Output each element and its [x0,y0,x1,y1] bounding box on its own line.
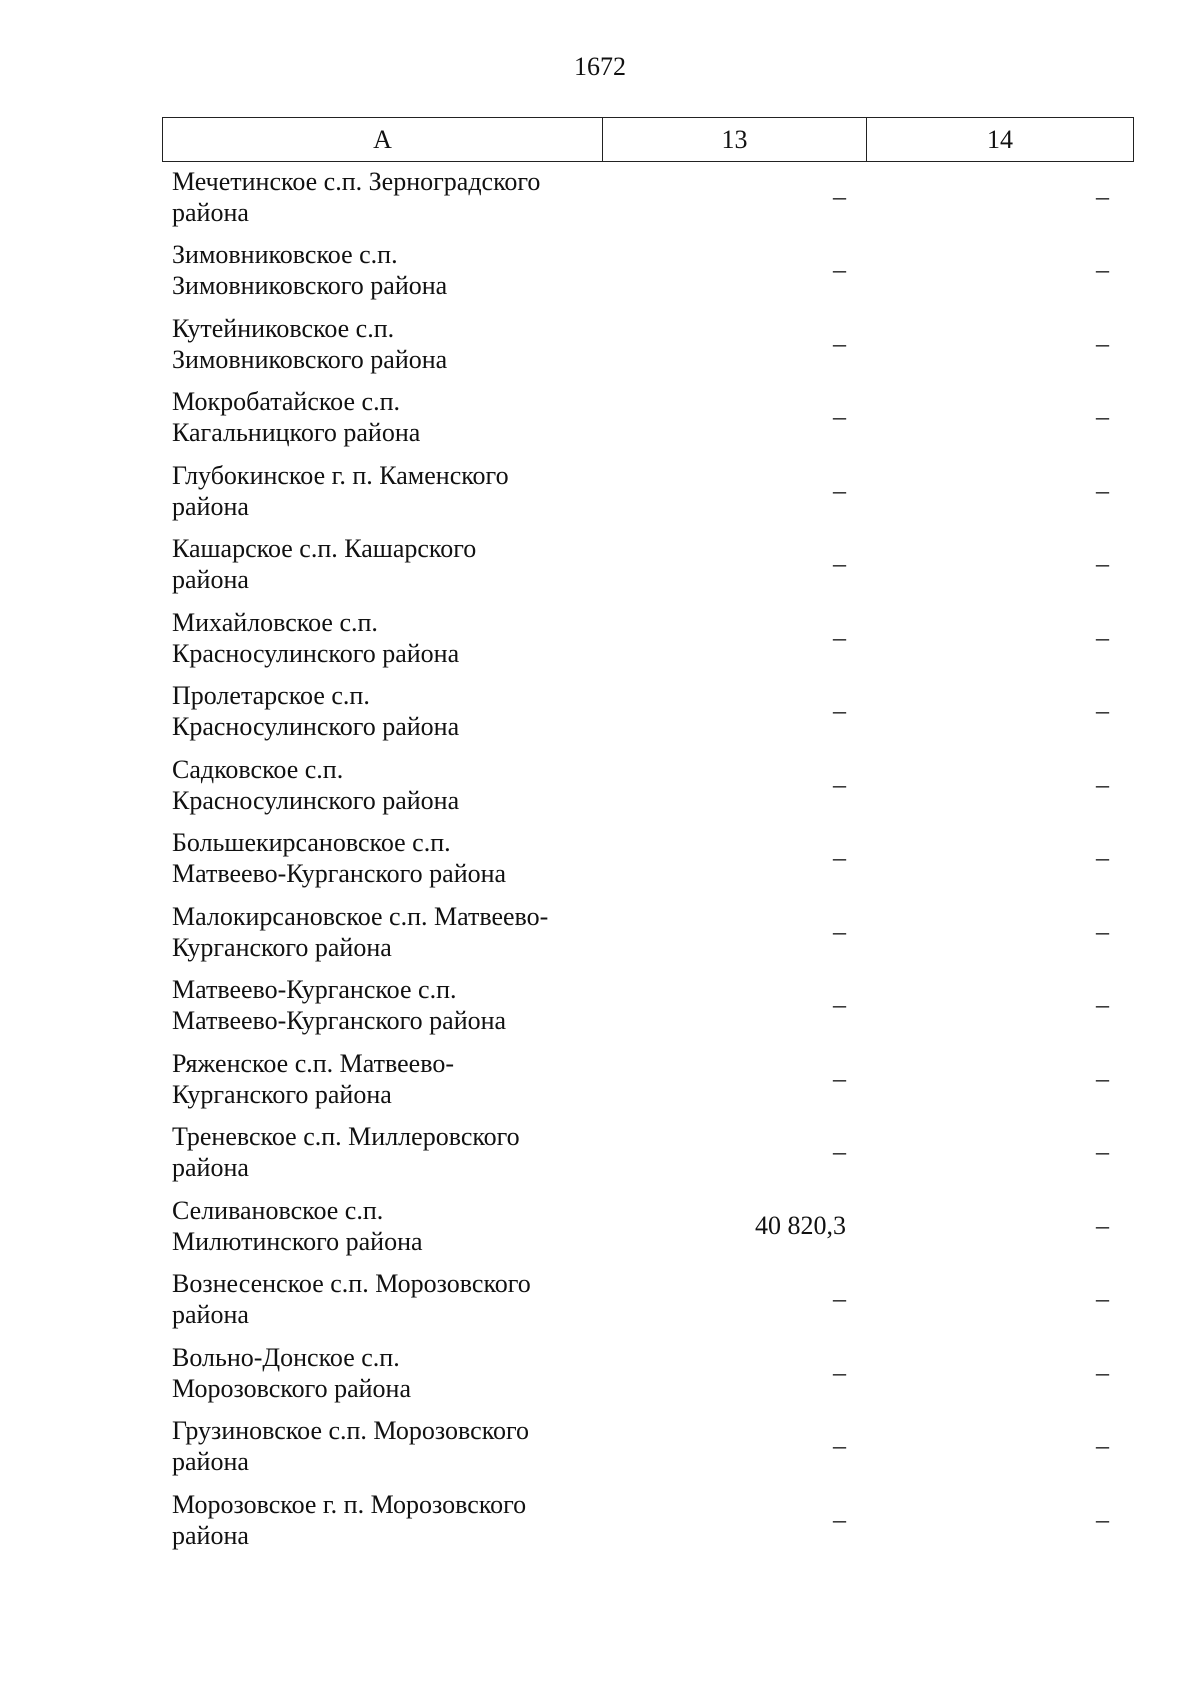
row-name-line2: Красносулинского района [172,638,460,668]
page-number: 1672 [574,52,626,81]
table-row [162,160,1133,234]
row-name [162,974,592,1036]
row-name-line2: Курганского района [172,1079,392,1109]
cell-col-13: – [833,1063,846,1093]
cell-col-13: – [833,1137,846,1167]
header-col-14: 14 [867,118,1134,162]
cell-col-14: – [1096,328,1109,358]
row-name-line1: Грузиновское с.п. Морозовского [172,1416,530,1446]
row-name-line2: Матвеево-Курганского района [172,859,507,889]
row-name [162,239,592,301]
cell-col-14: – [1096,1210,1109,1240]
cell-col-14: – [1096,181,1109,211]
cell-col-14: – [1096,769,1109,799]
row-name [162,1268,592,1330]
row-name-line2: Красносулинского района [172,712,460,742]
cell-col-14: – [1096,696,1109,726]
cell-col-13: – [833,990,846,1020]
row-name-line1: Селивановское с.п. [172,1195,384,1225]
cell-col-13: – [833,622,846,652]
row-name-line2: Зимовниковского района [172,344,448,374]
table-header [162,117,1134,162]
table-row [162,822,1133,896]
cell-col-13: – [833,255,846,285]
row-name-line1: Большекирсановское с.п. [172,828,451,858]
cell-col-13: – [833,1284,846,1314]
row-name [162,754,592,816]
table-row [162,307,1133,381]
row-name-line2: района [172,1300,249,1330]
cell-col-14: – [1096,1357,1109,1387]
table-row [162,1189,1133,1263]
cell-col-14: – [1096,1063,1109,1093]
row-name-line2: Милютинского района [172,1226,423,1256]
row-name-line1: Кашарское с.п. Кашарского [172,534,477,564]
cell-col-13: – [833,769,846,799]
row-name [162,680,592,742]
row-name-line2: района [172,491,249,521]
row-name-line2: района [172,1520,249,1550]
table-row [162,969,1133,1043]
row-name [162,1342,592,1404]
row-name-line1: Треневское с.п. Миллеровского [172,1122,520,1152]
cell-col-14: – [1096,1284,1109,1314]
row-name-line2: Зимовниковского района [172,271,448,301]
table-row [162,1410,1133,1484]
table-row [162,234,1133,308]
table-row [162,454,1133,528]
table-body [162,160,1133,1557]
row-name-line1: Мокробатайское с.п. [172,387,400,417]
table-row [162,1042,1133,1116]
row-name [162,166,592,228]
row-name-line1: Глубокинское г. п. Каменского [172,460,509,490]
row-name-line2: района [172,1153,249,1183]
row-name-line2: Кагальницкого района [172,418,421,448]
cell-col-13: – [833,328,846,358]
header-col-a: А [163,118,603,162]
cell-col-13: – [833,1357,846,1387]
cell-col-14: – [1096,402,1109,432]
row-name-line2: Морозовского района [172,1373,411,1403]
row-name-line1: Михайловское с.п. [172,607,378,637]
row-name [162,460,592,522]
row-name-line1: Зимовниковское с.п. [172,240,398,270]
row-name [162,1195,592,1257]
cell-col-13: – [833,696,846,726]
table-row [162,1483,1133,1557]
table-row [162,601,1133,675]
cell-col-14: – [1096,622,1109,652]
row-name [162,607,592,669]
row-name [162,1415,592,1477]
table-row [162,1116,1133,1190]
cell-col-13: – [833,1504,846,1534]
cell-col-14: – [1096,843,1109,873]
row-name-line1: Морозовское г. п. Морозовского [172,1489,527,1519]
cell-col-14: – [1096,916,1109,946]
cell-col-14: – [1096,1137,1109,1167]
cell-col-14: – [1096,1504,1109,1534]
table-row [162,675,1133,749]
table-row [162,1336,1133,1410]
table-row [162,381,1133,455]
row-name-line2: района [172,565,249,595]
header-col-13: 13 [603,118,867,162]
cell-col-13: 40 820,3 [755,1210,846,1240]
cell-col-13: – [833,181,846,211]
row-name [162,533,592,595]
row-name [162,1121,592,1183]
row-name-line1: Садковское с.п. [172,754,344,784]
cell-col-14: – [1096,475,1109,505]
cell-col-13: – [833,916,846,946]
row-name-line2: Матвеево-Курганского района [172,1006,507,1036]
row-name-line2: Курганского района [172,932,392,962]
row-name-line1: Вольно-Донское с.п. [172,1342,400,1372]
row-name-line1: Кутейниковское с.п. [172,313,395,343]
row-name-line1: Мечетинское с.п. Зерноградского [172,166,541,196]
row-name-line2: Красносулинского района [172,785,460,815]
row-name [162,313,592,375]
row-name-line2: района [172,197,249,227]
table-row [162,748,1133,822]
cell-col-14: – [1096,1431,1109,1461]
row-name [162,1048,592,1110]
row-name-line1: Вознесенское с.п. Морозовского [172,1269,531,1299]
cell-col-13: – [833,1431,846,1461]
row-name-line1: Ряженское с.п. Матвеево- [172,1048,454,1078]
row-name-line1: Пролетарское с.п. [172,681,370,711]
cell-col-13: – [833,843,846,873]
row-name [162,827,592,889]
table-row [162,528,1133,602]
table-row [162,1263,1133,1337]
row-name [162,1489,592,1551]
cell-col-13: – [833,549,846,579]
cell-col-14: – [1096,990,1109,1020]
cell-col-14: – [1096,549,1109,579]
row-name-line1: Матвеево-Курганское с.п. [172,975,457,1005]
row-name-line1: Малокирсановское с.п. Матвеево- [172,901,549,931]
cell-col-13: – [833,475,846,505]
row-name [162,386,592,448]
row-name [162,901,592,963]
table-row [162,895,1133,969]
cell-col-13: – [833,402,846,432]
row-name-line2: района [172,1447,249,1477]
cell-col-14: – [1096,255,1109,285]
